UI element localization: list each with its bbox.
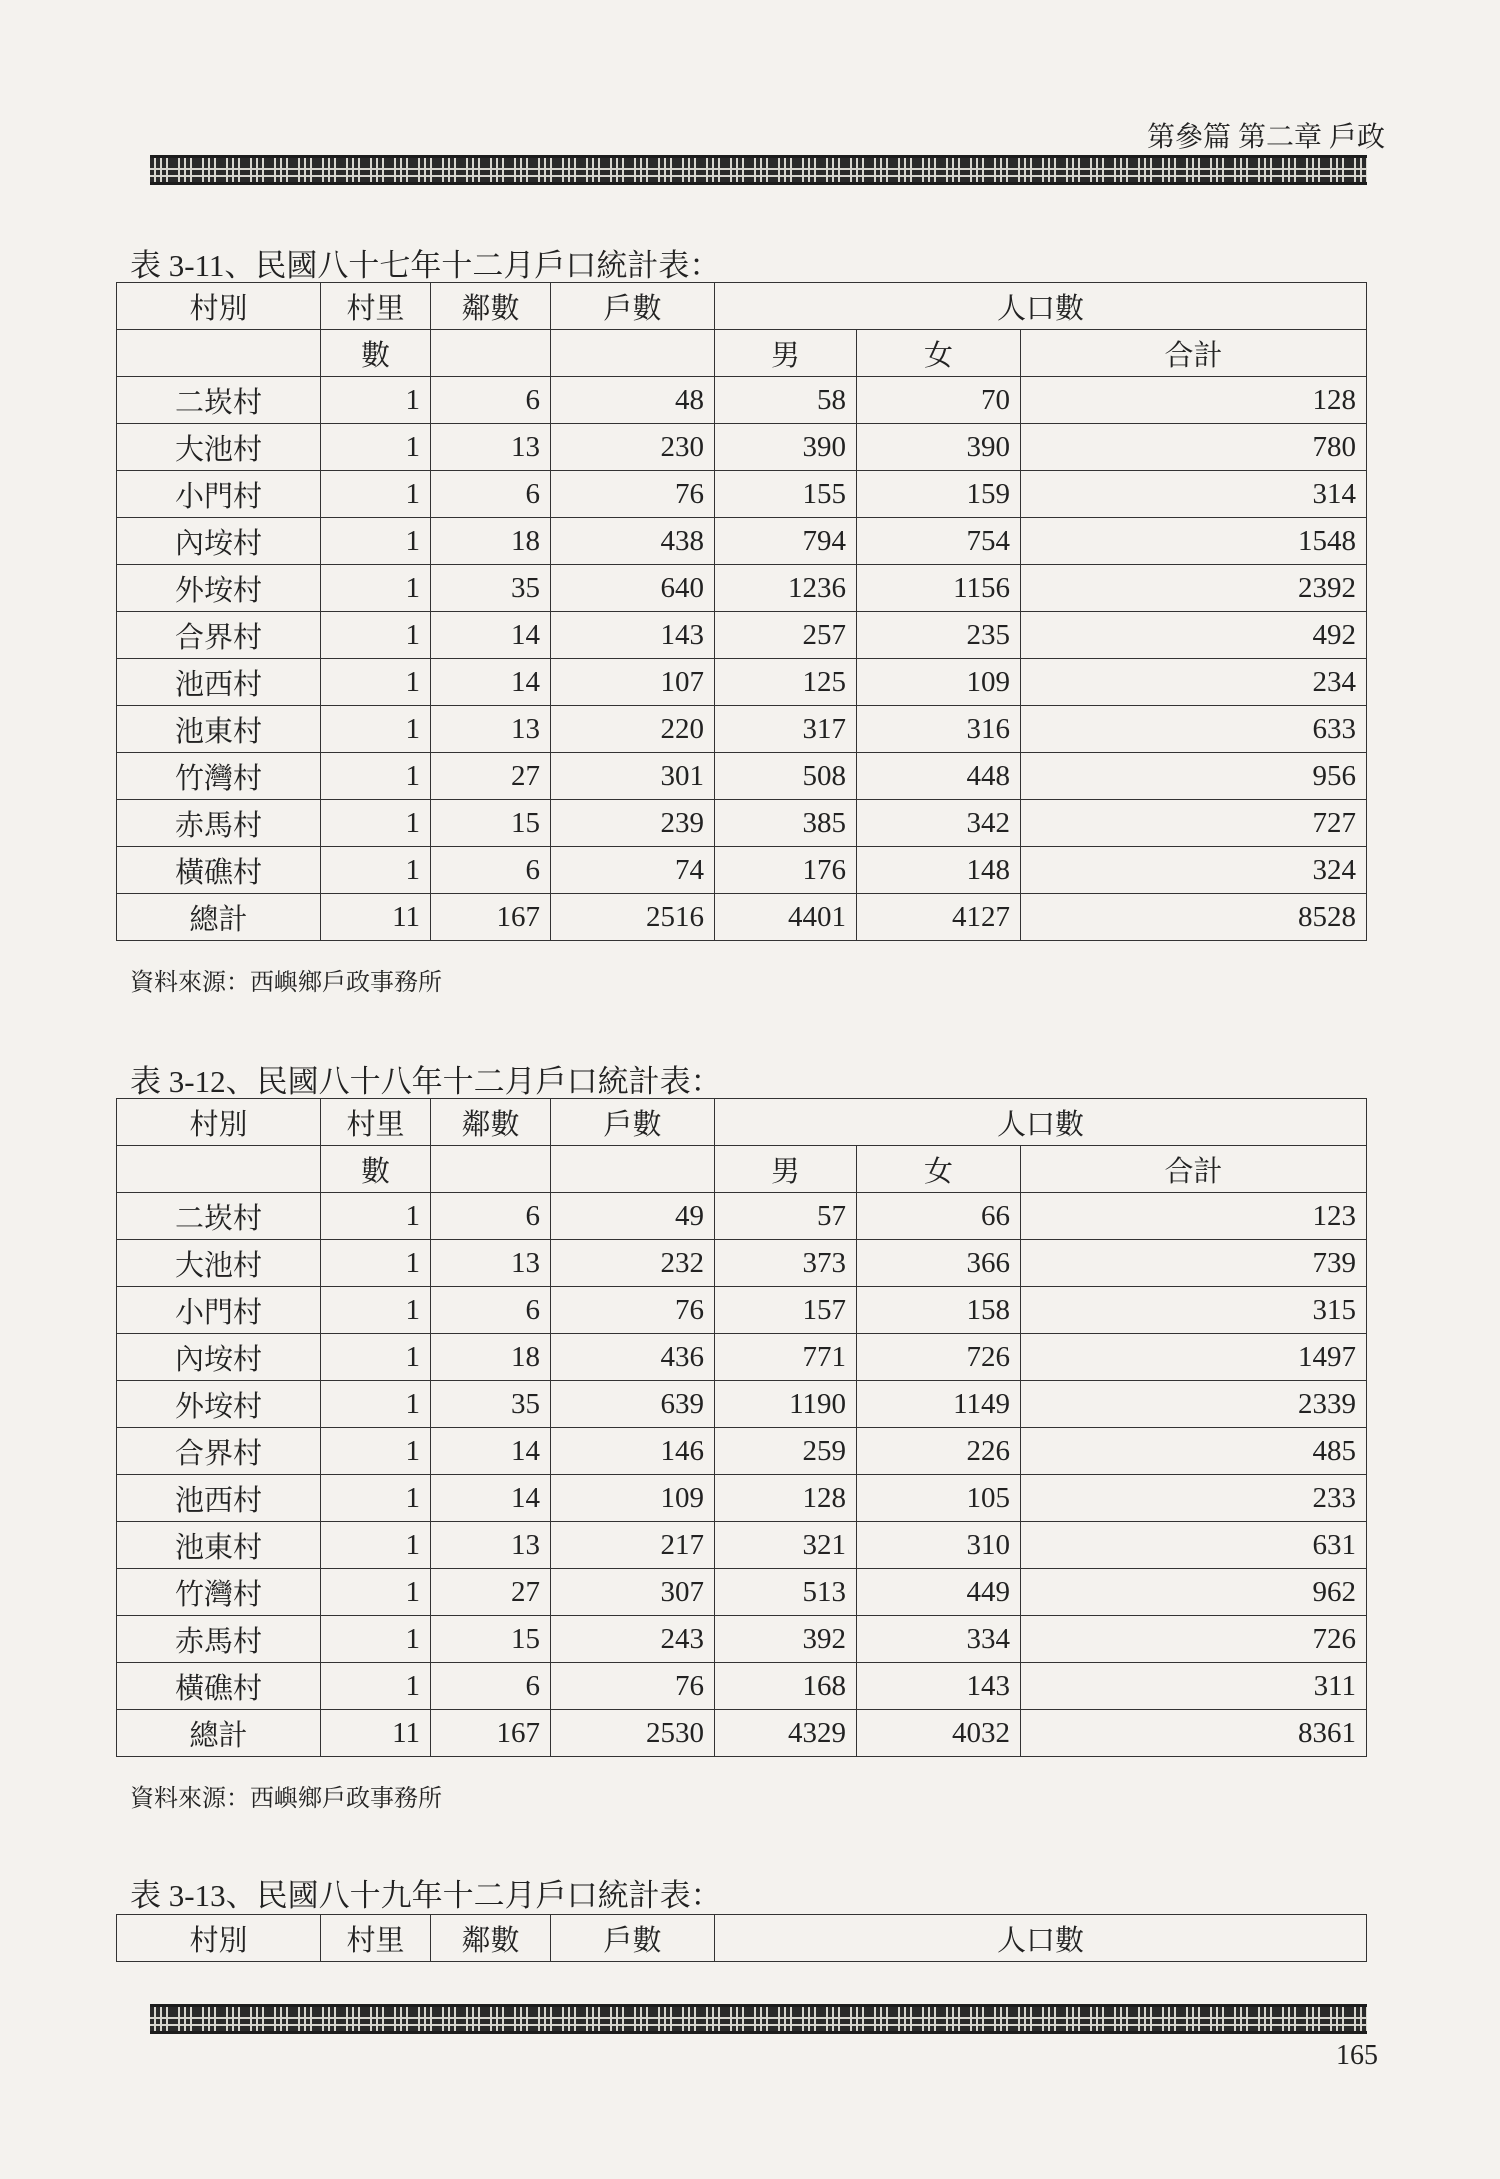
village-name-cell: 池東村 xyxy=(117,1522,321,1569)
village-name-cell: 二崁村 xyxy=(117,377,321,424)
value-cell: 74 xyxy=(551,847,715,894)
header-households: 戶數 xyxy=(551,1099,715,1146)
header-population: 人口數 xyxy=(715,1915,1367,1962)
value-cell: 109 xyxy=(857,659,1021,706)
value-cell: 436 xyxy=(551,1334,715,1381)
value-cell: 1 xyxy=(321,1381,431,1428)
value-cell: 4032 xyxy=(857,1710,1021,1757)
value-cell: 1497 xyxy=(1021,1334,1367,1381)
value-cell: 259 xyxy=(715,1428,857,1475)
value-cell: 1 xyxy=(321,1616,431,1663)
value-cell: 342 xyxy=(857,800,1021,847)
value-cell: 390 xyxy=(857,424,1021,471)
table-row xyxy=(117,1428,1367,1475)
value-cell: 13 xyxy=(431,1522,551,1569)
value-cell: 15 xyxy=(431,800,551,847)
value-cell: 485 xyxy=(1021,1428,1367,1475)
value-cell: 217 xyxy=(551,1522,715,1569)
header-li-count-2: 數 xyxy=(321,1146,431,1193)
table-row xyxy=(117,518,1367,565)
table-row xyxy=(117,706,1367,753)
value-cell: 148 xyxy=(857,847,1021,894)
value-cell: 1190 xyxy=(715,1381,857,1428)
value-cell: 771 xyxy=(715,1334,857,1381)
value-cell: 794 xyxy=(715,518,857,565)
village-name-cell: 內垵村 xyxy=(117,518,321,565)
value-cell: 6 xyxy=(431,1193,551,1240)
decorative-border-bottom xyxy=(150,2004,1367,2034)
value-cell: 128 xyxy=(715,1475,857,1522)
table-row xyxy=(117,1287,1367,1334)
header-population: 人口數 xyxy=(715,1099,1367,1146)
table-row xyxy=(117,424,1367,471)
value-cell: 311 xyxy=(1021,1663,1367,1710)
value-cell: 780 xyxy=(1021,424,1367,471)
header-neighborhoods: 鄰數 xyxy=(431,1099,551,1146)
village-name-cell: 小門村 xyxy=(117,471,321,518)
value-cell: 2392 xyxy=(1021,565,1367,612)
value-cell: 1 xyxy=(321,800,431,847)
value-cell: 13 xyxy=(431,1240,551,1287)
header-total: 合計 xyxy=(1021,330,1367,377)
value-cell: 2339 xyxy=(1021,1381,1367,1428)
table-row xyxy=(117,1475,1367,1522)
value-cell: 146 xyxy=(551,1428,715,1475)
table-caption: 表 3-12、民國八十八年十二月戶口統計表： xyxy=(130,1064,722,1099)
village-name-cell: 竹灣村 xyxy=(117,753,321,800)
village-name-cell: 赤馬村 xyxy=(117,800,321,847)
value-cell: 125 xyxy=(715,659,857,706)
value-cell: 315 xyxy=(1021,1287,1367,1334)
value-cell: 1 xyxy=(321,424,431,471)
value-cell: 449 xyxy=(857,1569,1021,1616)
value-cell: 754 xyxy=(857,518,1021,565)
value-cell: 13 xyxy=(431,706,551,753)
value-cell: 1 xyxy=(321,659,431,706)
table-row xyxy=(117,1381,1367,1428)
value-cell: 633 xyxy=(1021,706,1367,753)
value-cell: 1149 xyxy=(857,1381,1021,1428)
table-row xyxy=(117,659,1367,706)
header-blank xyxy=(551,1146,715,1193)
decorative-border-top xyxy=(150,155,1367,185)
value-cell: 307 xyxy=(551,1569,715,1616)
header-neighborhoods: 鄰數 xyxy=(431,1915,551,1962)
value-cell: 1548 xyxy=(1021,518,1367,565)
value-cell: 14 xyxy=(431,1428,551,1475)
value-cell: 13 xyxy=(431,424,551,471)
value-cell: 727 xyxy=(1021,800,1367,847)
village-name-cell: 總計 xyxy=(117,894,321,941)
value-cell: 373 xyxy=(715,1240,857,1287)
village-name-cell: 小門村 xyxy=(117,1287,321,1334)
village-name-cell: 橫礁村 xyxy=(117,1663,321,1710)
value-cell: 128 xyxy=(1021,377,1367,424)
page-number: 165 xyxy=(1336,2040,1378,2071)
population-table-3-13 xyxy=(116,1914,1367,1962)
table-caption: 表 3-11、民國八十七年十二月戶口統計表： xyxy=(130,248,721,283)
value-cell: 1236 xyxy=(715,565,857,612)
value-cell: 27 xyxy=(431,753,551,800)
value-cell: 392 xyxy=(715,1616,857,1663)
value-cell: 143 xyxy=(551,612,715,659)
header-village: 村別 xyxy=(117,283,321,330)
village-name-cell: 竹灣村 xyxy=(117,1569,321,1616)
value-cell: 1 xyxy=(321,753,431,800)
value-cell: 1 xyxy=(321,1663,431,1710)
value-cell: 14 xyxy=(431,1475,551,1522)
value-cell: 105 xyxy=(857,1475,1021,1522)
value-cell: 14 xyxy=(431,659,551,706)
value-cell: 57 xyxy=(715,1193,857,1240)
value-cell: 316 xyxy=(857,706,1021,753)
header-li-count: 村里 xyxy=(321,1915,431,1962)
value-cell: 235 xyxy=(857,612,1021,659)
value-cell: 1 xyxy=(321,1569,431,1616)
village-name-cell: 外垵村 xyxy=(117,1381,321,1428)
header-li-count: 村里 xyxy=(321,1099,431,1146)
header-blank xyxy=(431,330,551,377)
value-cell: 14 xyxy=(431,612,551,659)
value-cell: 157 xyxy=(715,1287,857,1334)
header-neighborhoods: 鄰數 xyxy=(431,283,551,330)
value-cell: 1 xyxy=(321,847,431,894)
value-cell: 11 xyxy=(321,1710,431,1757)
village-name-cell: 合界村 xyxy=(117,612,321,659)
header-male: 男 xyxy=(715,1146,857,1193)
village-name-cell: 赤馬村 xyxy=(117,1616,321,1663)
table-row xyxy=(117,565,1367,612)
header-female: 女 xyxy=(857,1146,1021,1193)
value-cell: 6 xyxy=(431,377,551,424)
village-name-cell: 大池村 xyxy=(117,1240,321,1287)
value-cell: 70 xyxy=(857,377,1021,424)
value-cell: 1 xyxy=(321,1428,431,1475)
value-cell: 220 xyxy=(551,706,715,753)
header-blank xyxy=(117,330,321,377)
header-blank xyxy=(117,1146,321,1193)
value-cell: 631 xyxy=(1021,1522,1367,1569)
village-name-cell: 池西村 xyxy=(117,659,321,706)
source-note: 資料來源：西嶼鄉戶政事務所 xyxy=(130,1786,442,1812)
value-cell: 8361 xyxy=(1021,1710,1367,1757)
value-cell: 27 xyxy=(431,1569,551,1616)
table-row xyxy=(117,1334,1367,1381)
value-cell: 513 xyxy=(715,1569,857,1616)
value-cell: 143 xyxy=(857,1663,1021,1710)
table-row xyxy=(117,612,1367,659)
value-cell: 956 xyxy=(1021,753,1367,800)
value-cell: 492 xyxy=(1021,612,1367,659)
table-row xyxy=(117,1663,1367,1710)
value-cell: 324 xyxy=(1021,847,1367,894)
value-cell: 739 xyxy=(1021,1240,1367,1287)
value-cell: 109 xyxy=(551,1475,715,1522)
value-cell: 257 xyxy=(715,612,857,659)
value-cell: 76 xyxy=(551,1663,715,1710)
value-cell: 4329 xyxy=(715,1710,857,1757)
value-cell: 726 xyxy=(857,1334,1021,1381)
value-cell: 176 xyxy=(715,847,857,894)
table-row xyxy=(117,1193,1367,1240)
value-cell: 159 xyxy=(857,471,1021,518)
value-cell: 230 xyxy=(551,424,715,471)
source-note: 資料來源：西嶼鄉戶政事務所 xyxy=(130,970,442,996)
value-cell: 1 xyxy=(321,1522,431,1569)
value-cell: 1 xyxy=(321,1287,431,1334)
value-cell: 49 xyxy=(551,1193,715,1240)
value-cell: 1 xyxy=(321,1193,431,1240)
table-row xyxy=(117,1569,1367,1616)
value-cell: 11 xyxy=(321,894,431,941)
value-cell: 243 xyxy=(551,1616,715,1663)
value-cell: 48 xyxy=(551,377,715,424)
value-cell: 8528 xyxy=(1021,894,1367,941)
value-cell: 1156 xyxy=(857,565,1021,612)
table-row xyxy=(117,377,1367,424)
value-cell: 232 xyxy=(551,1240,715,1287)
village-name-cell: 大池村 xyxy=(117,424,321,471)
value-cell: 35 xyxy=(431,565,551,612)
header-households: 戶數 xyxy=(551,283,715,330)
village-name-cell: 二崁村 xyxy=(117,1193,321,1240)
value-cell: 334 xyxy=(857,1616,1021,1663)
header-population: 人口數 xyxy=(715,283,1367,330)
value-cell: 6 xyxy=(431,847,551,894)
value-cell: 1 xyxy=(321,518,431,565)
village-name-cell: 合界村 xyxy=(117,1428,321,1475)
header-households: 戶數 xyxy=(551,1915,715,1962)
village-name-cell: 池西村 xyxy=(117,1475,321,1522)
value-cell: 385 xyxy=(715,800,857,847)
value-cell: 1 xyxy=(321,706,431,753)
value-cell: 239 xyxy=(551,800,715,847)
running-header: 第參篇 第二章 戶政 xyxy=(1146,122,1385,153)
value-cell: 1 xyxy=(321,377,431,424)
value-cell: 321 xyxy=(715,1522,857,1569)
value-cell: 4401 xyxy=(715,894,857,941)
table-caption: 表 3-13、民國八十九年十二月戶口統計表： xyxy=(130,1878,722,1913)
table-row xyxy=(117,753,1367,800)
population-table-3-12 xyxy=(116,1098,1367,1757)
value-cell: 508 xyxy=(715,753,857,800)
value-cell: 4127 xyxy=(857,894,1021,941)
table-row xyxy=(117,800,1367,847)
value-cell: 448 xyxy=(857,753,1021,800)
value-cell: 1 xyxy=(321,565,431,612)
value-cell: 6 xyxy=(431,471,551,518)
table-row xyxy=(117,894,1367,941)
table-row xyxy=(117,1616,1367,1663)
value-cell: 167 xyxy=(431,1710,551,1757)
village-name-cell: 橫礁村 xyxy=(117,847,321,894)
header-village: 村別 xyxy=(117,1915,321,1962)
value-cell: 107 xyxy=(551,659,715,706)
value-cell: 1 xyxy=(321,1240,431,1287)
village-name-cell: 池東村 xyxy=(117,706,321,753)
value-cell: 301 xyxy=(551,753,715,800)
value-cell: 314 xyxy=(1021,471,1367,518)
value-cell: 226 xyxy=(857,1428,1021,1475)
value-cell: 2516 xyxy=(551,894,715,941)
value-cell: 167 xyxy=(431,894,551,941)
value-cell: 35 xyxy=(431,1381,551,1428)
value-cell: 123 xyxy=(1021,1193,1367,1240)
header-total: 合計 xyxy=(1021,1146,1367,1193)
table-row xyxy=(117,1240,1367,1287)
value-cell: 6 xyxy=(431,1287,551,1334)
value-cell: 1 xyxy=(321,471,431,518)
value-cell: 962 xyxy=(1021,1569,1367,1616)
header-village: 村別 xyxy=(117,1099,321,1146)
village-name-cell: 內垵村 xyxy=(117,1334,321,1381)
value-cell: 234 xyxy=(1021,659,1367,706)
value-cell: 366 xyxy=(857,1240,1021,1287)
header-blank xyxy=(551,330,715,377)
value-cell: 2530 xyxy=(551,1710,715,1757)
population-table-3-11 xyxy=(116,282,1367,941)
value-cell: 438 xyxy=(551,518,715,565)
header-blank xyxy=(431,1146,551,1193)
header-female: 女 xyxy=(857,330,1021,377)
value-cell: 310 xyxy=(857,1522,1021,1569)
value-cell: 18 xyxy=(431,1334,551,1381)
table-row xyxy=(117,1522,1367,1569)
value-cell: 155 xyxy=(715,471,857,518)
value-cell: 639 xyxy=(551,1381,715,1428)
value-cell: 18 xyxy=(431,518,551,565)
value-cell: 76 xyxy=(551,471,715,518)
value-cell: 233 xyxy=(1021,1475,1367,1522)
table-row xyxy=(117,1710,1367,1757)
value-cell: 1 xyxy=(321,1334,431,1381)
value-cell: 1 xyxy=(321,612,431,659)
value-cell: 390 xyxy=(715,424,857,471)
value-cell: 158 xyxy=(857,1287,1021,1334)
village-name-cell: 外垵村 xyxy=(117,565,321,612)
value-cell: 168 xyxy=(715,1663,857,1710)
header-li-count-2: 數 xyxy=(321,330,431,377)
header-li-count: 村里 xyxy=(321,283,431,330)
value-cell: 1 xyxy=(321,1475,431,1522)
header-male: 男 xyxy=(715,330,857,377)
value-cell: 726 xyxy=(1021,1616,1367,1663)
table-row xyxy=(117,471,1367,518)
value-cell: 317 xyxy=(715,706,857,753)
value-cell: 6 xyxy=(431,1663,551,1710)
value-cell: 76 xyxy=(551,1287,715,1334)
value-cell: 15 xyxy=(431,1616,551,1663)
value-cell: 640 xyxy=(551,565,715,612)
village-name-cell: 總計 xyxy=(117,1710,321,1757)
table-row xyxy=(117,847,1367,894)
value-cell: 58 xyxy=(715,377,857,424)
value-cell: 66 xyxy=(857,1193,1021,1240)
